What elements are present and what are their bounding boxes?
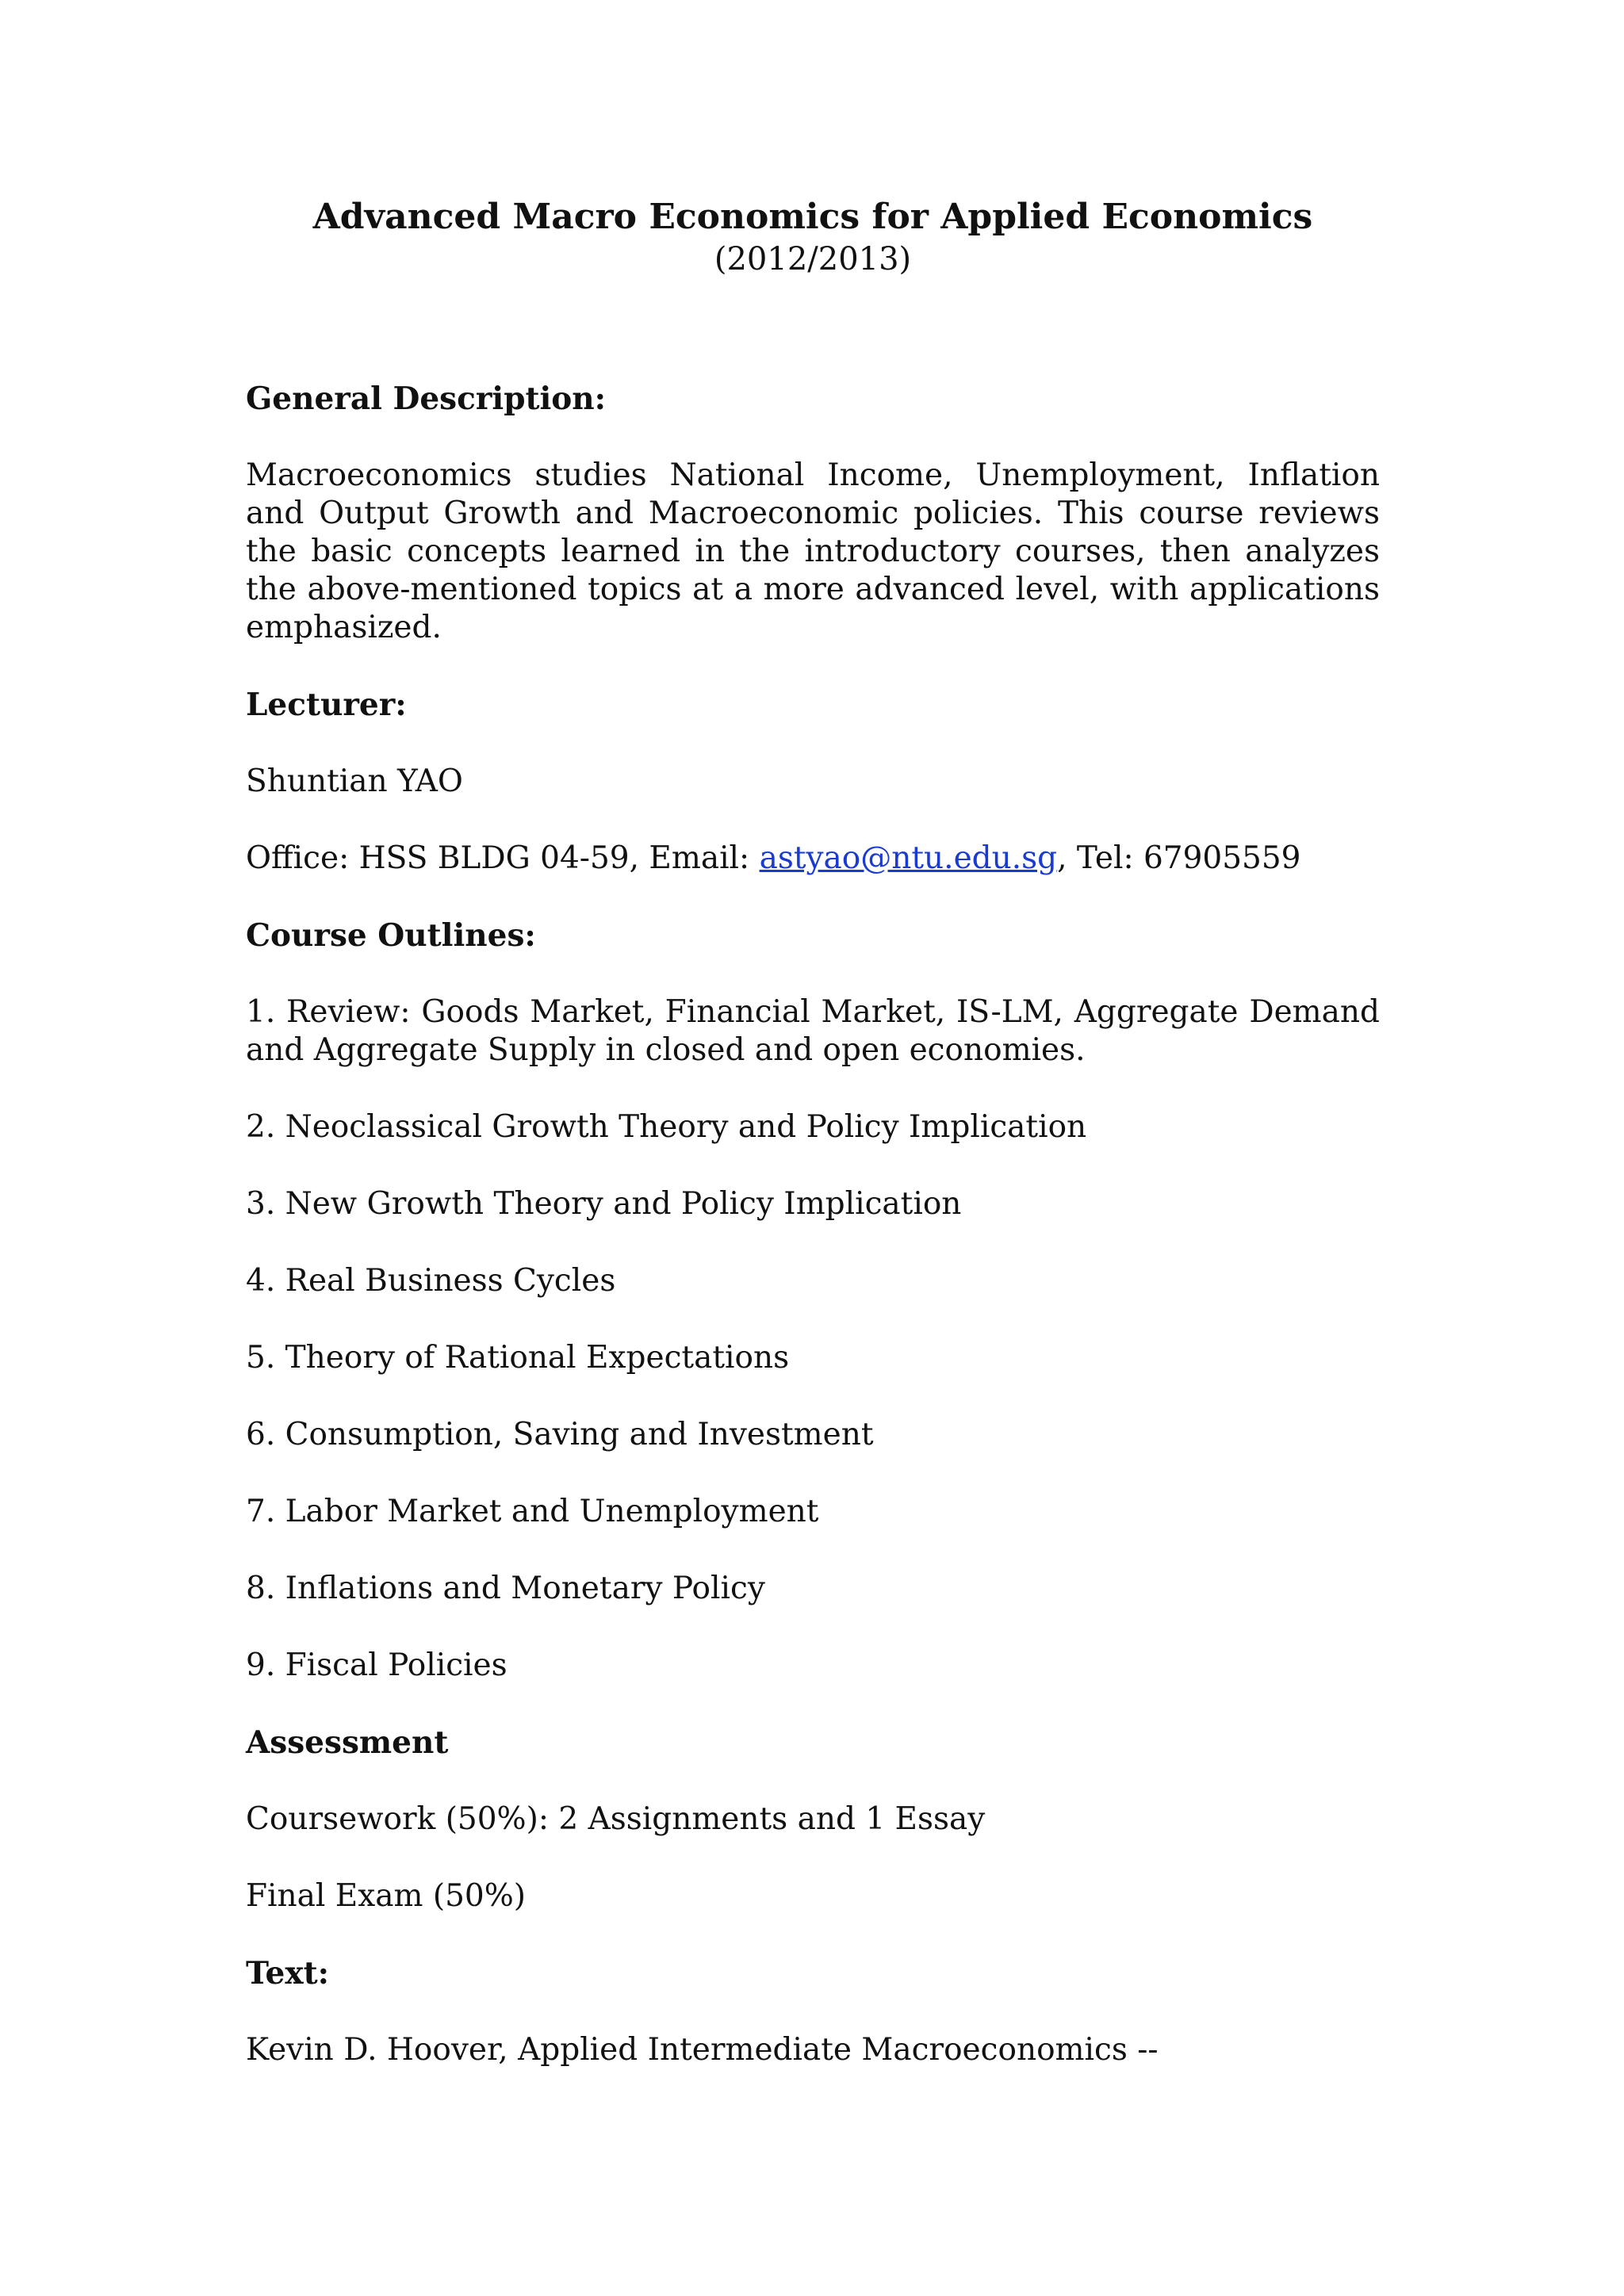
general-description-text: Macroeconomics studies National Income, Unemployment, Inflation and Output Growth and Macroeconomic policies. This course reviews the basic concepts learned in the introductory courses, then analyzes the above-mentioned topics at a more advanced level, with applications emphasized. — [246, 457, 1380, 645]
general-description-section — [246, 380, 1380, 647]
email-link[interactable]: astyao@ntu.edu.sg — [759, 840, 1058, 876]
outline-item: 2. Neoclassical Growth Theory and Policy Implication — [246, 1109, 1087, 1145]
document-page — [246, 194, 1380, 2069]
office-info: Office: HSS BLDG 04-59, Email: — [246, 840, 760, 876]
text-heading: Text: — [246, 1955, 330, 1992]
outline-item: 6. Consumption, Saving and Investment — [246, 1417, 874, 1452]
assessment-section — [246, 1724, 1380, 1915]
textbook-reference: Kevin D. Hoover, Applied Intermediate Macroeconomics -- — [246, 2032, 1159, 2068]
outline-item: 3. New Growth Theory and Policy Implication — [246, 1186, 962, 1222]
general-description-heading: General Description: — [246, 381, 607, 417]
outline-item: 5. Theory of Rational Expectations — [246, 1340, 790, 1376]
assessment-item: Coursework (50%): 2 Assignments and 1 Essay — [246, 1801, 986, 1837]
course-outlines-section — [246, 916, 1380, 1685]
assessment-item: Final Exam (50%) — [246, 1878, 526, 1914]
assessment-heading: Assessment — [246, 1724, 449, 1761]
outline-item: 9. Fiscal Policies — [246, 1647, 508, 1683]
outline-item: 4. Real Business Cycles — [246, 1263, 616, 1299]
academic-year: (2012/2013) — [714, 241, 912, 277]
title-block — [246, 194, 1380, 278]
lecturer-name: Shuntian YAO — [246, 763, 463, 799]
course-outlines-heading: Course Outlines: — [246, 917, 536, 954]
tel-info: , Tel: 67905559 — [1057, 840, 1301, 876]
lecturer-contact — [246, 840, 1380, 878]
text-section — [246, 1954, 1380, 2069]
document-title: Advanced Macro Economics for Applied Economics — [312, 197, 1313, 237]
lecturer-section — [246, 686, 1380, 878]
outline-item: 7. Labor Market and Unemployment — [246, 1494, 819, 1529]
outline-item: 1. Review: Goods Market, Financial Market, IS-LM, Aggregate Demand and Aggregate Supply in closed and open economies. — [246, 994, 1380, 1068]
lecturer-heading: Lecturer: — [246, 687, 407, 723]
outline-item: 8. Inflations and Monetary Policy — [246, 1571, 765, 1606]
